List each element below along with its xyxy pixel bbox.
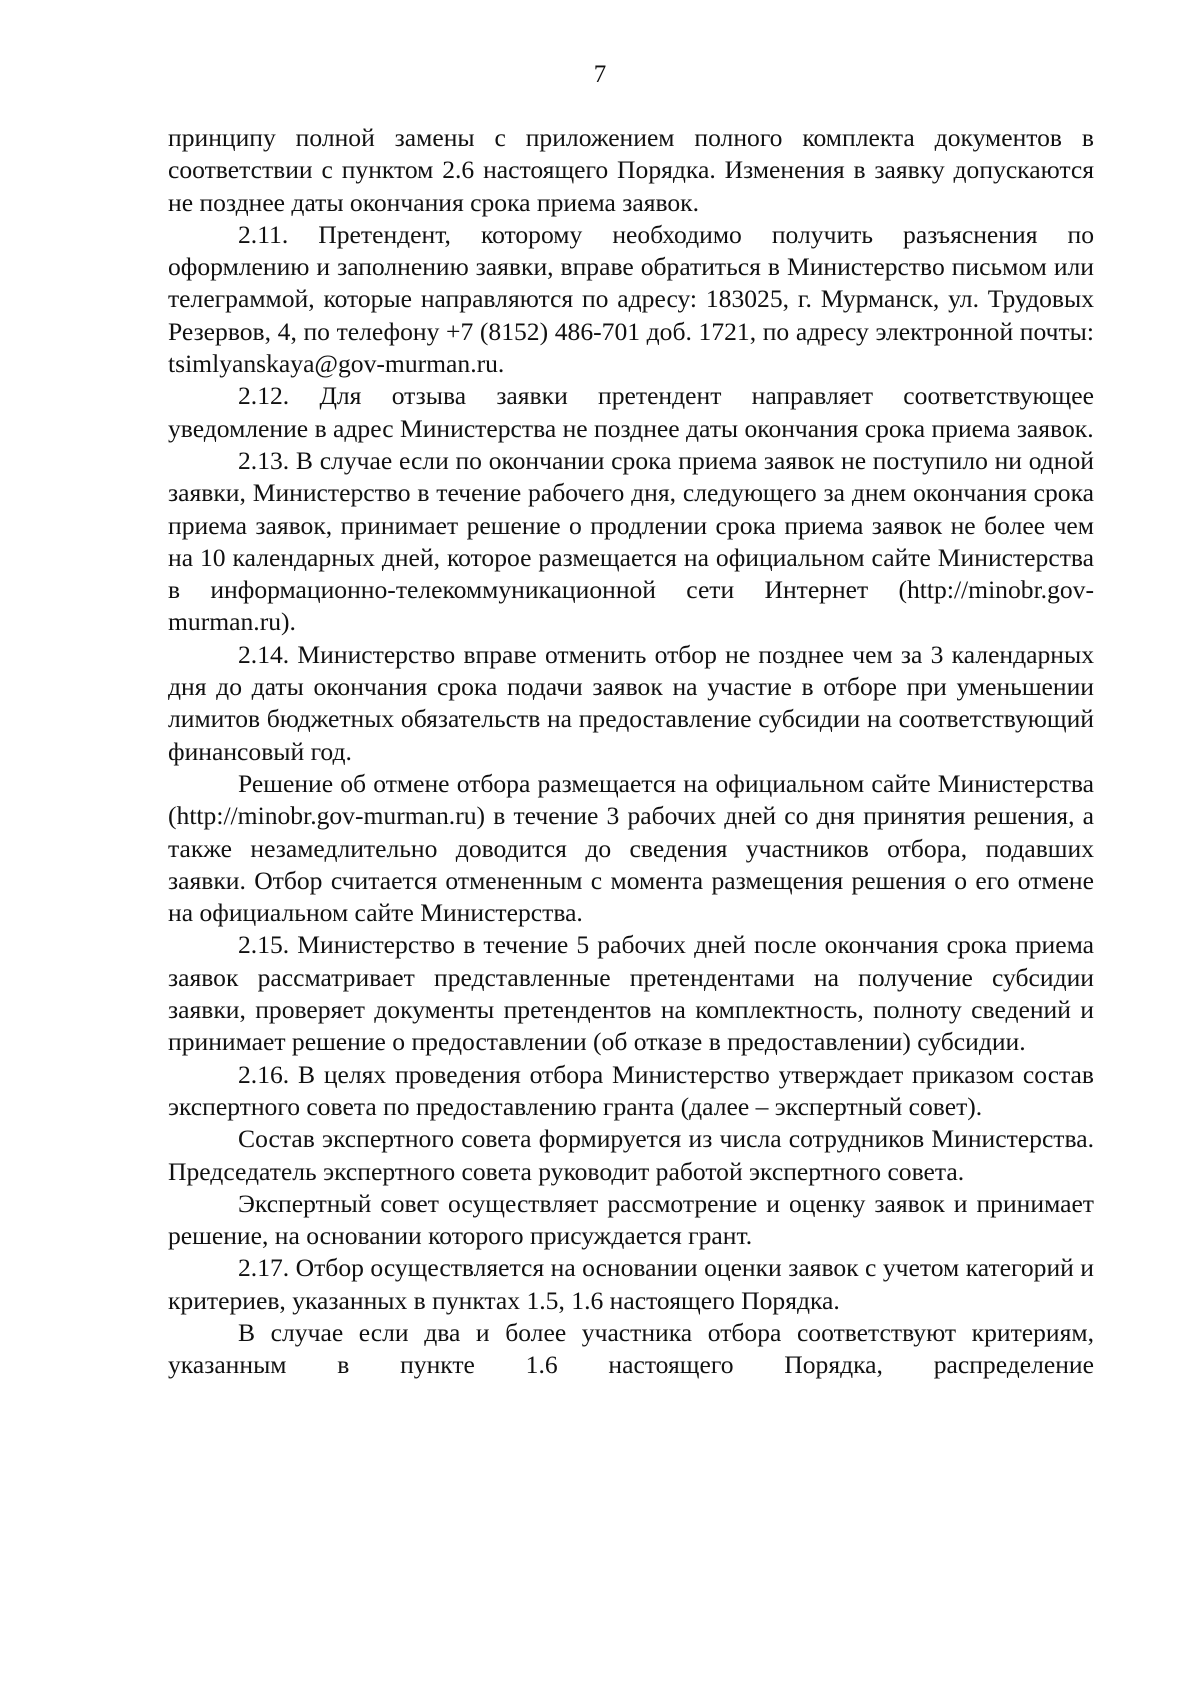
paragraph-council-function: Экспертный совет осуществляет рассмотрение и оценку заявок и принимает решение, на основании которого присуждается грант.: [168, 1188, 1094, 1251]
paragraph-2-11: 2.11. Претендент, которому необходимо получить разъяснения по оформлению и заполнению заявки, вправе обратиться в Министерство письмом или телеграммой, которые направляются по адресу: 183025, г. Мурманск, ул. Трудовых Резервов, 4, по телефону +7 (8152) 486-701 доб. 1721, по адресу электронной почты: tsimlyanskaya@gov-murman.ru.: [168, 219, 1094, 379]
page-number: 7: [593, 61, 607, 88]
paragraph-2-13: 2.13. В случае если по окончании срока приема заявок не поступило ни одной заявки, Министерство в течение рабочего дня, следующего за днем окончания срока приема заявок, принимает решение о продлении срока приема заявок не более чем на 10 календарных дней, которое размещается на официальном сайте Министерства в информационно-телекоммуникационной сети Интернет (http://minobr.gov-murman.ru).: [168, 445, 1094, 637]
paragraph-continuation: принципу полной замены с приложением полного комплекта документов в соответствии с пунктом 2.6 настоящего Порядка. Изменения в заявку допускаются не позднее даты окончания срока приема заявок.: [168, 123, 1094, 217]
document-body: [168, 122, 1094, 1382]
paragraph-2-14: 2.14. Министерство вправе отменить отбор не позднее чем за 3 календарных дня до даты окончания срока подачи заявок на участие в отборе при уменьшении лимитов бюджетных обязательств на предоставление субсидии на соответствующий финансовый год.: [168, 639, 1094, 766]
paragraph-cancellation-decision: Решение об отмене отбора размещается на официальном сайте Министерства (http://minobr.gov-murman.ru) в течение 3 рабочих дней со дня принятия решения, а также незамедлительно доводится до сведения участников отбора, подавших заявки. Отбор считается отмененным с момента размещения решения о его отмене на официальном сайте Министерства.: [168, 768, 1094, 928]
paragraph-2-16: 2.16. В целях проведения отбора Министерство утверждает приказом состав экспертного совета по предоставлению гранта (далее – экспертный совет).: [168, 1059, 1094, 1121]
paragraph-council-composition: Состав экспертного совета формируется из числа сотрудников Министерства. Председатель экспертного совета руководит работой экспертного совета.: [168, 1124, 1094, 1186]
paragraph-2-12: 2.12. Для отзыва заявки претендент направляет соответствующее уведомление в адрес Министерства не позднее даты окончания срока приема заявок.: [168, 381, 1094, 443]
paragraph-2-17: 2.17. Отбор осуществляется на основании оценки заявок с учетом категорий и критериев, указанных в пунктах 1.5, 1.6 настоящего Порядка.: [168, 1253, 1094, 1315]
paragraph-distribution: В случае если два и более участника отбора соответствуют критериям, указанным в пункте 1.6 настоящего Порядка, распределение: [168, 1317, 1094, 1380]
paragraph-2-15: 2.15. Министерство в течение 5 рабочих дней после окончания срока приема заявок рассматривает представленные претендентами на получение субсидии заявки, проверяет документы претендентов на комплектность, полноту сведений и принимает решение о предоставлении (об отказе в предоставлении) субсидии.: [168, 930, 1094, 1057]
